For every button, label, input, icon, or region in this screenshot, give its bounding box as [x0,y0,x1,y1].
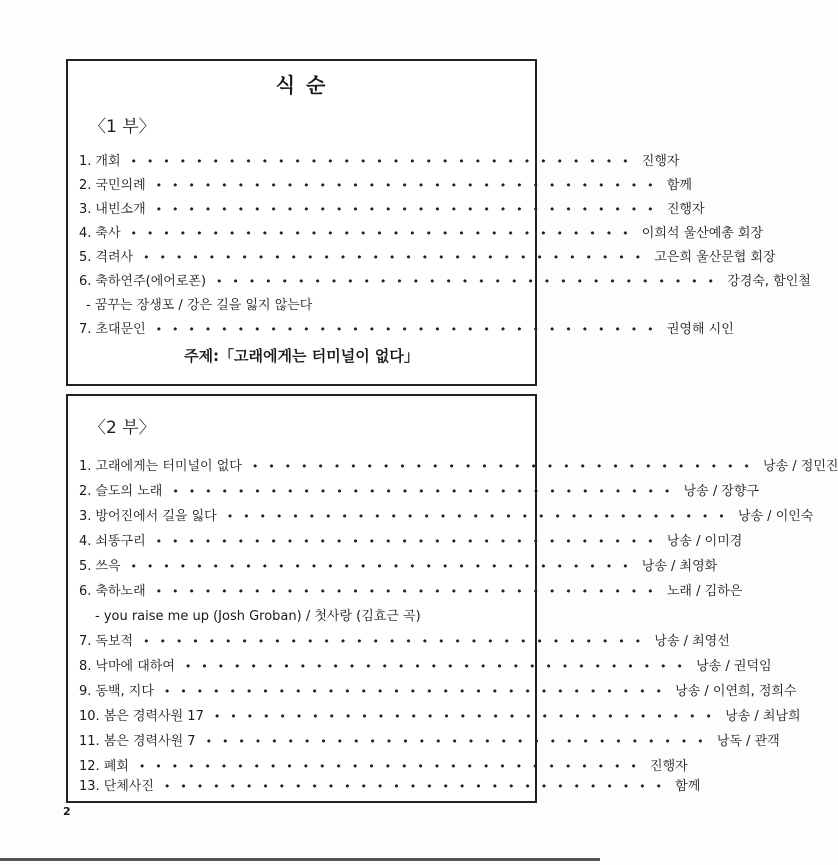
sub-line: - 꿈꾸는 장생포 / 강은 길을 잃지 않는다 [86,298,313,313]
leader-dots: • • • • • • • • • • • • • • • • • • • • • • • • • • • • • • • [172,485,674,498]
item-label: 초대문인 [95,322,146,337]
item-number: 3. [79,509,92,524]
list-item [79,531,743,553]
item-value: 낭송 / 이인숙 [737,509,814,524]
item-value: 노래 / 김하은 [666,584,743,599]
item-value: 낭송 / 이미경 [666,534,743,549]
list-item [79,223,764,245]
bottom-divider [0,858,600,861]
item-number: 4. [79,534,92,549]
leader-dots: • • • • • • • • • • • • • • • • • • • • • • • • • • • • • • • [130,560,632,573]
part2-heading: 〈2 부〉 [89,418,156,438]
leader-dots: • • • • • • • • • • • • • • • • • • • • • • • • • • • • • • • [155,323,657,336]
item-label: 국민의례 [95,178,146,193]
list-item [79,199,705,221]
part1-heading: 〈1 부〉 [89,117,156,137]
item-value: 낭송 / 정민진 [763,459,838,474]
item-number: 2. [79,178,92,193]
list-item [79,151,680,173]
leader-dots: • • • • • • • • • • • • • • • • • • • • • • • • • • • • • • • [138,760,641,773]
page-title: 식 순 [275,73,328,97]
item-value: 낭송 / 장향구 [683,484,760,499]
part2-box [66,394,838,803]
item-number: 5. [79,559,92,574]
leader-dots: • • • • • • • • • • • • • • • • • • • • • • • • • • • • • • • [163,780,666,793]
item-label: 격려사 [95,250,134,265]
sub-line: - you raise me up (Josh Groban) / 첫사랑 (김효근 곡) [95,609,421,624]
item-value: 함께 [666,178,692,193]
leader-dots: • • • • • • • • • • • • • • • • • • • • • • • • • • • • • • • [213,710,716,723]
leader-dots: • • • • • • • • • • • • • • • • • • • • • • • • • • • • • • • [226,510,728,523]
item-value: 낭송 / 최영화 [641,559,718,574]
item-value: 낭송 / 권덕임 [696,659,772,674]
item-label: 축하노래 [95,584,146,599]
list-item [79,556,718,578]
leader-dots: • • • • • • • • • • • • • • • • • • • • • • • • • • • • • • • [143,251,645,264]
item-label: 내빈소개 [95,202,146,217]
item-value: 진행자 [641,154,680,169]
item-number: 13. [79,779,100,794]
leader-dots: • • • • • • • • • • • • • • • • • • • • • • • • • • • • • • • [143,635,645,648]
leader-dots: • • • • • • • • • • • • • • • • • • • • • • • • • • • • • • • [205,735,707,748]
item-value: 진행자 [650,759,688,774]
item-value: 고은희 울산문협 회장 [654,250,776,265]
item-number: 1. [79,459,92,474]
item-number: 7. [79,634,92,649]
item-number: 6. [79,274,92,289]
list-item [79,271,811,293]
item-label: 축사 [95,226,121,241]
leader-dots: • • • • • • • • • • • • • • • • • • • • • • • • • • • • • • • [184,660,687,673]
item-label: 쓰윽 [95,559,121,574]
leader-dots: • • • • • • • • • • • • • • • • • • • • • • • • • • • • • • • [163,685,666,698]
leader-dots: • • • • • • • • • • • • • • • • • • • • • • • • • • • • • • • [155,179,657,192]
list-item [79,319,734,341]
item-label: 폐회 [103,759,129,774]
item-label: 개회 [95,154,121,169]
list-item [79,656,772,678]
list-item [79,681,797,703]
item-number: 11. [79,734,100,749]
item-label: 단체사진 [103,779,154,794]
item-number: 10. [79,709,100,724]
item-number: 2. [79,484,92,499]
item-label: 봄은 경력사원 17 [103,709,204,724]
item-label: 동백, 지다 [95,684,154,699]
item-value: 이희석 울산예총 회장 [641,226,764,241]
leader-dots: • • • • • • • • • • • • • • • • • • • • • • • • • • • • • • • [130,155,632,168]
list-item [79,581,743,603]
item-number: 5. [79,250,92,265]
item-number: 7. [79,322,92,337]
part1-box [66,59,811,386]
item-label: 낙마에 대하여 [95,659,175,674]
item-label: 고래에게는 터미널이 없다 [95,459,242,474]
item-number: 8. [79,659,92,674]
item-value: 권영해 시인 [666,322,734,337]
list-item [79,756,688,778]
item-number: 12. [79,759,100,774]
item-number: 9. [79,684,92,699]
item-value: 낭송 / 최영선 [654,634,730,649]
list-item [79,631,730,653]
item-label: 축하연주(에어로폰) [95,274,207,289]
list-item [79,456,838,478]
list-item [79,506,814,528]
leader-dots: • • • • • • • • • • • • • • • • • • • • • • • • • • • • • • • [216,275,718,288]
item-number: 3. [79,202,92,217]
list-item [79,247,776,269]
item-value: 강경숙, 함인철 [727,274,811,289]
list-item [79,481,760,503]
leader-dots: • • • • • • • • • • • • • • • • • • • • • • • • • • • • • • • [251,460,754,473]
leader-dots: • • • • • • • • • • • • • • • • • • • • • • • • • • • • • • • [130,227,632,240]
leader-dots: • • • • • • • • • • • • • • • • • • • • • • • • • • • • • • • [155,585,657,598]
item-label: 봄은 경력사원 7 [103,734,196,749]
item-label: 슬도의 노래 [95,484,163,499]
list-item [79,731,780,753]
list-item [79,776,701,798]
theme-line: 주제:「고래에게는 터미널이 없다」 [184,347,419,365]
item-value: 함께 [675,779,701,794]
item-value: 낭송 / 최남희 [725,709,801,724]
leader-dots: • • • • • • • • • • • • • • • • • • • • • • • • • • • • • • • [155,535,657,548]
item-label: 방어진에서 길을 잃다 [95,509,217,524]
item-number: 4. [79,226,92,241]
list-item [79,175,692,197]
page-number: 2 [63,805,71,818]
item-number: 1. [79,154,92,169]
list-item [79,706,801,728]
item-label: 쇠똥구리 [95,534,146,549]
item-value: 낭독 / 관객 [716,734,780,749]
leader-dots: • • • • • • • • • • • • • • • • • • • • • • • • • • • • • • • [155,203,657,216]
item-number: 6. [79,584,92,599]
item-value: 낭송 / 이연희, 정희수 [675,684,797,699]
item-label: 독보적 [95,634,134,649]
item-value: 진행자 [666,202,705,217]
